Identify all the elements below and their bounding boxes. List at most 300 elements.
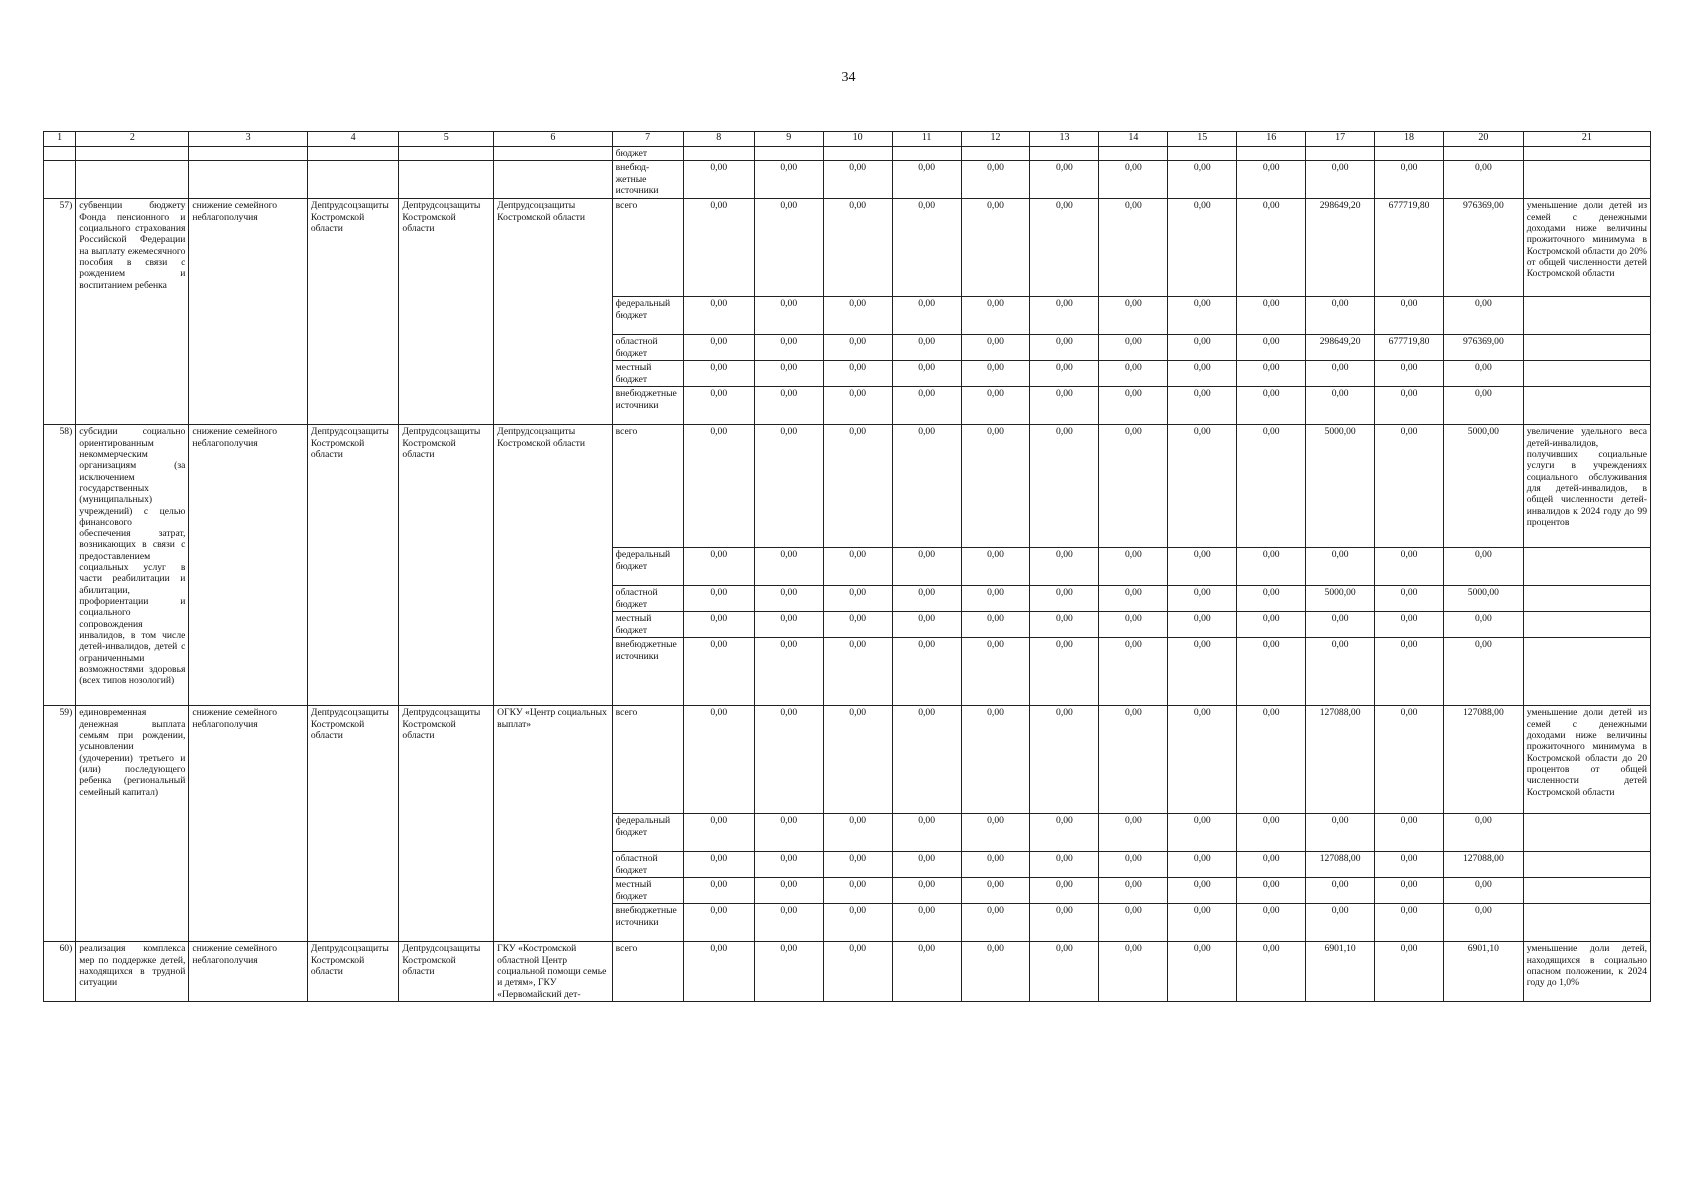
amount-cell: 0,00 — [683, 942, 754, 1002]
amount-cell: 0,00 — [683, 425, 754, 548]
column-number: 2 — [76, 132, 189, 147]
amount-cell — [892, 147, 961, 161]
amount-cell: 0,00 — [961, 942, 1030, 1002]
amount-cell: 0,00 — [1375, 814, 1444, 852]
amount-cell — [1030, 147, 1099, 161]
amount-cell: 0,00 — [1237, 814, 1306, 852]
amount-cell: 0,00 — [1099, 199, 1168, 297]
amount-cell: 0,00 — [1168, 706, 1237, 814]
funding-source: федеральный бюджет — [612, 814, 683, 852]
co-executor: Депtрудсоцзащиты Костромской области — [399, 706, 494, 942]
co-executor: Депtрудсоцзащиты Костромской области — [399, 942, 494, 1002]
empty-cell — [1523, 878, 1650, 904]
column-number: 5 — [399, 132, 494, 147]
empty-cell — [1523, 161, 1650, 199]
amount-cell: 0,00 — [823, 425, 892, 548]
amount-cell: 0,00 — [1030, 335, 1099, 361]
amount-cell: 0,00 — [961, 638, 1030, 706]
table-row — [44, 161, 1651, 199]
funding-source: местный бюджет — [612, 361, 683, 387]
responsible-executor: Депtрудсоцзащиты Костромской области — [307, 199, 399, 425]
amount-cell: 0,00 — [961, 814, 1030, 852]
amount-cell: 0,00 — [1099, 904, 1168, 942]
amount-cell: 0,00 — [1306, 387, 1375, 425]
amount-cell: 0,00 — [961, 361, 1030, 387]
responsible-executor: Депtрудсоцзащиты Костромской области — [307, 706, 399, 942]
amount-cell: 0,00 — [961, 335, 1030, 361]
table-row — [44, 199, 1651, 297]
amount-cell: 0,00 — [754, 814, 823, 852]
column-number: 4 — [307, 132, 399, 147]
amount-cell: 0,00 — [961, 199, 1030, 297]
amount-cell: 0,00 — [1375, 612, 1444, 638]
amount-cell: 0,00 — [892, 548, 961, 586]
amount-cell: 0,00 — [1168, 548, 1237, 586]
amount-cell: 0,00 — [1375, 586, 1444, 612]
amount-cell: 0,00 — [1099, 942, 1168, 1002]
empty-cell — [1523, 852, 1650, 878]
amount-cell: 0,00 — [1168, 612, 1237, 638]
amount-cell: 0,00 — [1237, 387, 1306, 425]
amount-cell: 0,00 — [1168, 852, 1237, 878]
participant: Депtрудсоцзащиты Костромской области — [494, 199, 612, 425]
amount-cell: 5000,00 — [1306, 586, 1375, 612]
amount-cell: 0,00 — [1237, 161, 1306, 199]
entry-number: 58) — [44, 425, 76, 706]
amount-cell: 0,00 — [1099, 706, 1168, 814]
amount-cell — [1168, 147, 1237, 161]
measure-name: субвенции бюджету Фонда пенсионного и социального страхования Российской Федерации на выплату ежемесячного пособия в связи с рождением и воспитанием ребенка — [76, 199, 189, 425]
amount-cell: 0,00 — [683, 612, 754, 638]
column-number: 13 — [1030, 132, 1099, 147]
measure-name: единовременная денежная выплата семьям при рождении, усыновлении (удочерении) третьего и (или) последующего ребенка (региональный семейный капитал) — [76, 706, 189, 942]
expected-result: увеличение удельного веса детей-инвалидов, получивших социальные услуги в учреждениях социального обслуживания для детей-инвалидов, в общей численности детей-инвалидов к 2024 году до 99 процентов — [1523, 425, 1650, 548]
empty-cell — [76, 147, 189, 161]
amount-cell: 0,00 — [1099, 361, 1168, 387]
amount-cell: 0,00 — [892, 942, 961, 1002]
empty-cell — [494, 147, 612, 161]
empty-cell — [399, 147, 494, 161]
amount-cell: 0,00 — [754, 199, 823, 297]
amount-cell: 976369,00 — [1444, 335, 1524, 361]
amount-cell: 0,00 — [754, 387, 823, 425]
task-name: снижение семейного неблагополучия — [189, 706, 307, 942]
responsible-executor: Депtрудсоцзащиты Костромской области — [307, 425, 399, 706]
column-number: 7 — [612, 132, 683, 147]
amount-cell: 0,00 — [1168, 942, 1237, 1002]
amount-cell: 0,00 — [1030, 852, 1099, 878]
amount-cell: 0,00 — [1030, 814, 1099, 852]
empty-cell — [76, 161, 189, 199]
column-number: 9 — [754, 132, 823, 147]
amount-cell: 0,00 — [823, 335, 892, 361]
amount-cell: 5000,00 — [1306, 425, 1375, 548]
participant: ГКУ «Костромской областной Центр социальной помощи семье и детям», ГКУ «Первомайский дет- — [494, 942, 612, 1002]
funding-source: всего — [612, 942, 683, 1002]
amount-cell: 0,00 — [1099, 548, 1168, 586]
amount-cell: 0,00 — [823, 706, 892, 814]
amount-cell: 0,00 — [823, 612, 892, 638]
amount-cell — [823, 147, 892, 161]
amount-cell: 0,00 — [754, 361, 823, 387]
empty-cell — [189, 161, 307, 199]
amount-cell: 0,00 — [1168, 297, 1237, 335]
amount-cell: 0,00 — [1030, 161, 1099, 199]
amount-cell: 0,00 — [1375, 387, 1444, 425]
amount-cell: 0,00 — [1444, 638, 1524, 706]
expected-result: уменьшение доли детей из семей с денежными доходами ниже величины прожиточного минимума в Костромской области до 20 процентов от общей численности детей Костромской области — [1523, 706, 1650, 814]
amount-cell: 0,00 — [1444, 297, 1524, 335]
amount-cell: 0,00 — [1306, 161, 1375, 199]
amount-cell: 0,00 — [823, 814, 892, 852]
empty-cell — [1523, 586, 1650, 612]
empty-cell — [1523, 612, 1650, 638]
amount-cell: 0,00 — [1306, 612, 1375, 638]
amount-cell: 0,00 — [823, 199, 892, 297]
empty-cell — [1523, 548, 1650, 586]
task-name: снижение семейного неблагополучия — [189, 199, 307, 425]
column-number: 18 — [1375, 132, 1444, 147]
amount-cell: 0,00 — [961, 297, 1030, 335]
amount-cell: 0,00 — [892, 612, 961, 638]
amount-cell: 677719,80 — [1375, 335, 1444, 361]
amount-cell: 0,00 — [892, 387, 961, 425]
amount-cell: 0,00 — [1237, 199, 1306, 297]
funding-source: федеральный бюджет — [612, 548, 683, 586]
amount-cell: 127088,00 — [1444, 706, 1524, 814]
amount-cell: 0,00 — [1099, 425, 1168, 548]
amount-cell: 0,00 — [683, 387, 754, 425]
amount-cell: 0,00 — [823, 586, 892, 612]
funding-source: всего — [612, 425, 683, 548]
amount-cell: 0,00 — [1030, 361, 1099, 387]
amount-cell: 0,00 — [1237, 852, 1306, 878]
funding-source: внебюд-жетные источники — [612, 161, 683, 199]
amount-cell: 0,00 — [1237, 586, 1306, 612]
amount-cell: 127088,00 — [1306, 706, 1375, 814]
amount-cell: 0,00 — [1237, 361, 1306, 387]
amount-cell: 0,00 — [1030, 297, 1099, 335]
amount-cell: 0,00 — [961, 161, 1030, 199]
amount-cell: 0,00 — [1030, 612, 1099, 638]
amount-cell: 0,00 — [754, 161, 823, 199]
amount-cell: 0,00 — [1168, 387, 1237, 425]
amount-cell: 0,00 — [1375, 297, 1444, 335]
amount-cell: 0,00 — [1237, 425, 1306, 548]
funding-source: всего — [612, 199, 683, 297]
amount-cell: 0,00 — [1444, 161, 1524, 199]
amount-cell: 0,00 — [1099, 335, 1168, 361]
amount-cell: 298649,20 — [1306, 199, 1375, 297]
column-number: 17 — [1306, 132, 1375, 147]
amount-cell: 0,00 — [1444, 878, 1524, 904]
amount-cell: 0,00 — [683, 548, 754, 586]
amount-cell: 0,00 — [961, 425, 1030, 548]
empty-cell — [44, 147, 76, 161]
amount-cell: 0,00 — [683, 199, 754, 297]
task-name: снижение семейного неблагополучия — [189, 425, 307, 706]
amount-cell: 677719,80 — [1375, 199, 1444, 297]
amount-cell: 0,00 — [754, 904, 823, 942]
amount-cell: 127088,00 — [1444, 852, 1524, 878]
amount-cell: 0,00 — [1099, 297, 1168, 335]
amount-cell — [1099, 147, 1168, 161]
funding-source: областной бюджет — [612, 586, 683, 612]
column-number: 6 — [494, 132, 612, 147]
amount-cell: 0,00 — [1168, 361, 1237, 387]
amount-cell: 0,00 — [1030, 878, 1099, 904]
amount-cell: 0,00 — [823, 942, 892, 1002]
amount-cell — [683, 147, 754, 161]
amount-cell: 0,00 — [823, 361, 892, 387]
empty-cell — [1523, 147, 1650, 161]
amount-cell: 0,00 — [1375, 904, 1444, 942]
co-executor: Депtрудсоцзащиты Костромской области — [399, 425, 494, 706]
column-number: 14 — [1099, 132, 1168, 147]
amount-cell: 0,00 — [1444, 612, 1524, 638]
amount-cell: 0,00 — [823, 161, 892, 199]
column-number: 8 — [683, 132, 754, 147]
empty-cell — [1523, 904, 1650, 942]
amount-cell: 0,00 — [1237, 638, 1306, 706]
measure-name: реализация комплекса мер по поддержке детей, находящихся в трудной ситуации — [76, 942, 189, 1002]
amount-cell: 0,00 — [1099, 814, 1168, 852]
amount-cell: 0,00 — [892, 199, 961, 297]
funding-source: областной бюджет — [612, 852, 683, 878]
amount-cell: 0,00 — [892, 425, 961, 548]
amount-cell: 0,00 — [754, 878, 823, 904]
amount-cell: 0,00 — [1099, 161, 1168, 199]
amount-cell: 0,00 — [1444, 814, 1524, 852]
amount-cell: 0,00 — [961, 706, 1030, 814]
amount-cell: 0,00 — [1375, 852, 1444, 878]
amount-cell: 0,00 — [1375, 638, 1444, 706]
amount-cell: 0,00 — [961, 612, 1030, 638]
amount-cell: 0,00 — [1168, 586, 1237, 612]
amount-cell: 0,00 — [1237, 878, 1306, 904]
amount-cell: 0,00 — [1030, 548, 1099, 586]
amount-cell: 6901,10 — [1444, 942, 1524, 1002]
amount-cell: 0,00 — [1168, 199, 1237, 297]
amount-cell: 5000,00 — [1444, 425, 1524, 548]
amount-cell: 0,00 — [683, 706, 754, 814]
empty-cell — [307, 161, 399, 199]
amount-cell: 0,00 — [1306, 814, 1375, 852]
participant: Депtрудсоцзащиты Костромской области — [494, 425, 612, 706]
amount-cell: 0,00 — [823, 638, 892, 706]
amount-cell: 0,00 — [892, 161, 961, 199]
table-row — [44, 942, 1651, 1002]
amount-cell — [1444, 147, 1524, 161]
header-row — [44, 132, 1651, 147]
amount-cell: 5000,00 — [1444, 586, 1524, 612]
amount-cell: 0,00 — [892, 586, 961, 612]
amount-cell: 0,00 — [1168, 161, 1237, 199]
amount-cell: 0,00 — [1375, 425, 1444, 548]
column-number: 11 — [892, 132, 961, 147]
amount-cell: 0,00 — [892, 706, 961, 814]
entry-number: 57) — [44, 199, 76, 425]
amount-cell: 0,00 — [1030, 199, 1099, 297]
amount-cell: 0,00 — [961, 852, 1030, 878]
amount-cell: 0,00 — [823, 387, 892, 425]
amount-cell: 0,00 — [683, 904, 754, 942]
amount-cell — [961, 147, 1030, 161]
amount-cell: 0,00 — [1306, 638, 1375, 706]
amount-cell: 0,00 — [754, 425, 823, 548]
amount-cell: 0,00 — [683, 852, 754, 878]
column-number: 21 — [1523, 132, 1650, 147]
column-number: 20 — [1444, 132, 1524, 147]
empty-cell — [307, 147, 399, 161]
measure-name: субсидии социально ориентированным некоммерческим организациям (за исключением государственных (муниципальных) учреждений) с целью финансового обеспечения затрат, возникающих в связи с предоставлением социальных услуг в части реабилитации и абилитации, профориентации и социального сопровождения инвалидов, в том числе детей-инвалидов, детей с ограниченными возможностями здоровья (всех типов нозологий) — [76, 425, 189, 706]
amount-cell: 0,00 — [1237, 335, 1306, 361]
empty-cell — [1523, 387, 1650, 425]
table-row — [44, 706, 1651, 814]
amount-cell: 0,00 — [1375, 361, 1444, 387]
funding-source: бюджет — [612, 147, 683, 161]
amount-cell: 0,00 — [1237, 706, 1306, 814]
table-row — [44, 147, 1651, 161]
amount-cell: 0,00 — [1306, 297, 1375, 335]
amount-cell: 0,00 — [1168, 335, 1237, 361]
amount-cell: 0,00 — [1375, 161, 1444, 199]
amount-cell: 0,00 — [823, 878, 892, 904]
amount-cell: 0,00 — [823, 548, 892, 586]
amount-cell: 0,00 — [1375, 878, 1444, 904]
column-number: 10 — [823, 132, 892, 147]
funding-source: внебюджетные источники — [612, 387, 683, 425]
empty-cell — [1523, 335, 1650, 361]
empty-cell — [189, 147, 307, 161]
amount-cell: 0,00 — [961, 904, 1030, 942]
amount-cell: 0,00 — [961, 548, 1030, 586]
amount-cell: 0,00 — [1099, 852, 1168, 878]
amount-cell: 0,00 — [1306, 548, 1375, 586]
amount-cell: 0,00 — [1237, 297, 1306, 335]
amount-cell: 0,00 — [1168, 814, 1237, 852]
amount-cell: 0,00 — [1099, 586, 1168, 612]
amount-cell: 0,00 — [892, 297, 961, 335]
amount-cell: 0,00 — [683, 878, 754, 904]
amount-cell: 0,00 — [1444, 904, 1524, 942]
amount-cell: 0,00 — [892, 878, 961, 904]
empty-cell — [1523, 297, 1650, 335]
amount-cell: 0,00 — [1444, 387, 1524, 425]
amount-cell — [754, 147, 823, 161]
amount-cell: 0,00 — [892, 904, 961, 942]
amount-cell: 0,00 — [1168, 638, 1237, 706]
expected-result: уменьшение доли детей из семей с денежными доходами ниже величины прожиточного минимума в Костромской области до 20% от общей численности детей Костромской области — [1523, 199, 1650, 297]
co-executor: Депtрудсоцзащиты Костромской области — [399, 199, 494, 425]
amount-cell: 0,00 — [754, 297, 823, 335]
amount-cell: 0,00 — [1237, 942, 1306, 1002]
amount-cell: 0,00 — [683, 638, 754, 706]
amount-cell: 0,00 — [683, 335, 754, 361]
amount-cell: 0,00 — [823, 852, 892, 878]
funding-source: местный бюджет — [612, 612, 683, 638]
amount-cell: 0,00 — [892, 335, 961, 361]
amount-cell: 0,00 — [1375, 548, 1444, 586]
task-name: снижение семейного неблагополучия — [189, 942, 307, 1002]
amount-cell: 0,00 — [1099, 638, 1168, 706]
amount-cell: 0,00 — [683, 161, 754, 199]
expected-result: уменьшение доли детей, находящихся в социально опасном положении, к 2024 году до 1,0% — [1523, 942, 1650, 1002]
empty-cell — [44, 161, 76, 199]
funding-source: областной бюджет — [612, 335, 683, 361]
amount-cell: 0,00 — [1030, 904, 1099, 942]
amount-cell: 0,00 — [1237, 548, 1306, 586]
amount-cell: 0,00 — [1168, 904, 1237, 942]
amount-cell: 0,00 — [1030, 387, 1099, 425]
funding-source: внебюджетные источники — [612, 904, 683, 942]
amount-cell: 0,00 — [754, 586, 823, 612]
amount-cell: 0,00 — [1099, 612, 1168, 638]
amount-cell: 0,00 — [754, 852, 823, 878]
amount-cell: 0,00 — [1030, 586, 1099, 612]
amount-cell: 0,00 — [1306, 878, 1375, 904]
funding-source: всего — [612, 706, 683, 814]
amount-cell — [1237, 147, 1306, 161]
amount-cell: 0,00 — [1030, 638, 1099, 706]
amount-cell: 0,00 — [1306, 361, 1375, 387]
amount-cell: 298649,20 — [1306, 335, 1375, 361]
column-number: 15 — [1168, 132, 1237, 147]
entry-number: 60) — [44, 942, 76, 1002]
budget-table — [43, 131, 1651, 1002]
column-number: 3 — [189, 132, 307, 147]
amount-cell: 976369,00 — [1444, 199, 1524, 297]
amount-cell: 0,00 — [1444, 548, 1524, 586]
empty-cell — [1523, 638, 1650, 706]
column-number: 12 — [961, 132, 1030, 147]
amount-cell: 0,00 — [1168, 425, 1237, 548]
amount-cell: 0,00 — [683, 297, 754, 335]
empty-cell — [1523, 814, 1650, 852]
amount-cell: 0,00 — [961, 387, 1030, 425]
entry-number: 59) — [44, 706, 76, 942]
column-number: 16 — [1237, 132, 1306, 147]
table-row — [44, 425, 1651, 548]
amount-cell: 0,00 — [892, 852, 961, 878]
amount-cell: 0,00 — [1099, 878, 1168, 904]
empty-cell — [1523, 361, 1650, 387]
amount-cell: 0,00 — [754, 942, 823, 1002]
participant: ОГКУ «Центр социальных выплат» — [494, 706, 612, 942]
empty-cell — [494, 161, 612, 199]
amount-cell: 0,00 — [823, 297, 892, 335]
amount-cell: 0,00 — [754, 638, 823, 706]
funding-source: федеральный бюджет — [612, 297, 683, 335]
amount-cell: 0,00 — [1375, 706, 1444, 814]
amount-cell: 0,00 — [1030, 706, 1099, 814]
amount-cell: 0,00 — [1375, 942, 1444, 1002]
page-number: 34 — [841, 70, 856, 85]
funding-source: внебюджетные источники — [612, 638, 683, 706]
column-number: 1 — [44, 132, 76, 147]
amount-cell: 0,00 — [961, 878, 1030, 904]
responsible-executor: Депtрудсоцзащиты Костромской области — [307, 942, 399, 1002]
amount-cell: 0,00 — [1237, 612, 1306, 638]
amount-cell: 127088,00 — [1306, 852, 1375, 878]
funding-source: местный бюджет — [612, 878, 683, 904]
amount-cell — [1375, 147, 1444, 161]
amount-cell: 0,00 — [961, 586, 1030, 612]
amount-cell: 0,00 — [1237, 904, 1306, 942]
amount-cell: 0,00 — [1099, 387, 1168, 425]
amount-cell: 0,00 — [683, 361, 754, 387]
amount-cell: 0,00 — [892, 814, 961, 852]
